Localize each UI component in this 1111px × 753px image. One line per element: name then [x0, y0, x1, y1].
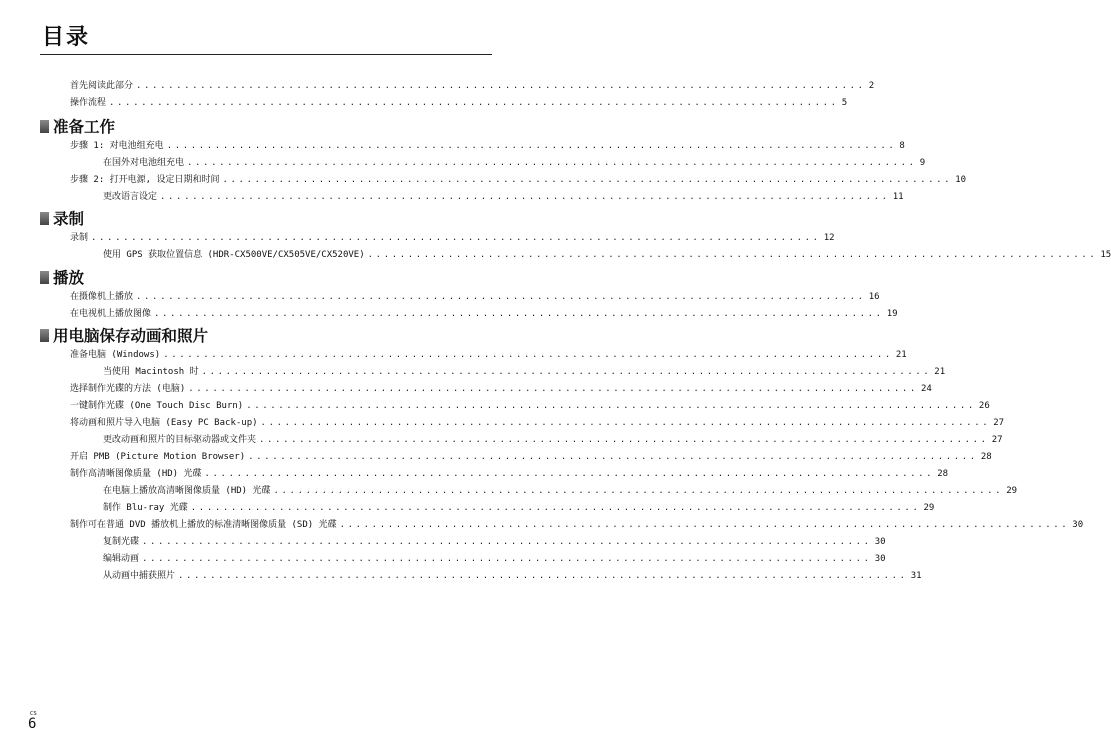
dot-leader: ........................................................................................... [201, 367, 932, 377]
section-heading [40, 325, 208, 345]
toc-entry[interactable] [70, 172, 967, 188]
dot-leader: ........................................................................................... [246, 401, 976, 411]
toc-entry-page: 30 [874, 554, 886, 564]
toc-entry-title: 选择制作光碟的方法 (电脑) [70, 384, 186, 394]
dot-leader: ........................................................................................... [163, 350, 893, 360]
toc-entry-title: 操作流程 [70, 98, 107, 108]
toc-entry-title: 制作 Blu-ray 光碟 [103, 503, 188, 513]
dot-leader: ........................................................................................... [273, 486, 1004, 496]
toc-subentry[interactable] [103, 432, 1003, 448]
toc-entry-page: 27 [993, 418, 1005, 428]
toc-entry-title: 准备电脑 (Windows) [70, 350, 161, 360]
toc-entry[interactable] [70, 381, 932, 397]
title-divider [40, 54, 492, 55]
toc-entry-title: 录制 [70, 233, 89, 243]
toc-subentry[interactable] [103, 155, 926, 171]
section-heading-text: 准备工作 [53, 118, 116, 136]
toc-entry-page: 15 [1100, 250, 1111, 260]
page-title: 目录 [42, 25, 91, 50]
toc-entry-title: 在电视机上播放图像 [70, 309, 152, 319]
toc-entry-title: 一键制作光碟 (One Touch Disc Burn) [70, 401, 244, 411]
section-marker-icon [40, 212, 49, 225]
toc-entry-page: 10 [955, 175, 967, 185]
section-heading [40, 267, 84, 287]
toc-entry-title: 在国外对电池组充电 [103, 158, 185, 168]
toc-entry[interactable] [70, 78, 875, 94]
dot-leader: ........................................................................................... [367, 250, 1098, 260]
section-heading-text: 用电脑保存动画和照片 [53, 327, 209, 345]
toc-subentry[interactable] [103, 534, 886, 550]
section-marker-icon [40, 120, 49, 133]
toc-entry[interactable] [70, 306, 898, 322]
toc-entry-title: 更改动画和照片的目标驱动器或文件夹 [103, 435, 257, 445]
dot-leader: ........................................................................................... [160, 192, 890, 202]
toc-entry-page: 2 [868, 81, 875, 91]
dot-leader: ........................................................................................... [187, 158, 917, 168]
section-heading-text: 录制 [53, 210, 85, 228]
toc-entry-page: 12 [823, 233, 835, 243]
toc-entry[interactable] [70, 398, 990, 414]
toc-entry[interactable] [70, 466, 949, 482]
toc-entry-page: 16 [868, 292, 880, 302]
dot-leader: ........................................................................................... [188, 384, 918, 394]
dot-leader: ........................................................................................... [136, 81, 866, 91]
toc-entry-title: 当使用 Macintosh 时 [103, 367, 199, 377]
toc-entry-title: 制作可在普通 DVD 播放机上播放的标准清晰图像质量 (SD) 光碟 [70, 520, 337, 530]
dot-leader: ........................................................................................... [190, 503, 921, 513]
dot-leader: ........................................................................................... [178, 571, 908, 581]
page-number: 6 [28, 716, 37, 732]
toc-entry[interactable] [70, 347, 907, 363]
section-heading [40, 116, 115, 136]
toc-entry[interactable] [70, 138, 905, 154]
dot-leader: ........................................................................................... [166, 141, 897, 151]
toc-entry-page: 30 [874, 537, 886, 547]
toc-entry-page: 19 [886, 309, 898, 319]
toc-subentry[interactable] [103, 247, 1111, 263]
toc-subentry[interactable] [103, 551, 886, 567]
toc-entry-page: 31 [910, 571, 922, 581]
toc-entry-title: 复制光碟 [103, 537, 140, 547]
toc-entry-page: 11 [892, 192, 904, 202]
dot-leader: ........................................................................................... [109, 98, 839, 108]
toc-entry-title: 在电脑上播放高清晰图像质量 (HD) 光碟 [103, 486, 271, 496]
toc-entry-page: 21 [934, 367, 946, 377]
toc-entry-title: 在摄像机上播放 [70, 292, 134, 302]
toc-subentry[interactable] [103, 568, 922, 584]
toc-entry-title: 编辑动画 [103, 554, 140, 564]
toc-subentry[interactable] [103, 364, 946, 380]
toc-entry[interactable] [70, 517, 1084, 533]
toc-subentry[interactable] [103, 189, 904, 205]
dot-leader: ........................................................................................... [136, 292, 866, 302]
toc-entry[interactable] [70, 230, 835, 246]
dot-leader: ........................................................................................... [259, 435, 989, 445]
toc-entry-title: 步骤 2: 打开电源, 设定日期和时间 [70, 175, 220, 185]
toc-entry-title: 更改语言设定 [103, 192, 158, 202]
toc-entry-page: 8 [899, 141, 905, 151]
toc-entry[interactable] [70, 289, 880, 305]
toc-entry-page: 28 [980, 452, 992, 462]
toc-entry-page: 30 [1072, 520, 1084, 530]
toc-entry-title: 将动画和照片导入电脑 (Easy PC Back-up) [70, 418, 258, 428]
toc-entry-page: 5 [841, 98, 848, 108]
section-heading-text: 播放 [53, 269, 85, 287]
language-code: CS [30, 711, 37, 717]
toc-entry-title: 首先阅读此部分 [70, 81, 134, 91]
dot-leader: ........................................................................................... [339, 520, 1070, 530]
toc-entry-page: 29 [1006, 486, 1018, 496]
toc-entry-page: 21 [895, 350, 907, 360]
toc-entry-page: 28 [937, 469, 949, 479]
toc-entry[interactable] [70, 449, 992, 465]
toc-entry-page: 27 [991, 435, 1003, 445]
toc-entry-title: 步骤 1: 对电池组充电 [70, 141, 164, 151]
section-marker-icon [40, 329, 49, 342]
toc-entry-page: 26 [978, 401, 990, 411]
toc-entry-title: 制作高清晰图像质量 (HD) 光碟 [70, 469, 202, 479]
toc-subentry[interactable] [103, 483, 1018, 499]
dot-leader: ........................................................................................... [222, 175, 953, 185]
dot-leader: ........................................................................................... [204, 469, 935, 479]
section-marker-icon [40, 271, 49, 284]
dot-leader: ........................................................................................... [91, 233, 821, 243]
section-heading [40, 208, 84, 228]
toc-entry-title: 从动画中捕获照片 [103, 571, 176, 581]
toc-subentry[interactable] [103, 500, 935, 516]
dot-leader: ........................................................................................... [260, 418, 991, 428]
toc-entry-title: 使用 GPS 获取位置信息 (HDR-CX500VE/CX505VE/CX520VE) [103, 250, 365, 260]
dot-leader: ........................................................................................... [142, 537, 872, 547]
toc-entry-page: 24 [920, 384, 932, 394]
toc-entry-page: 9 [919, 158, 926, 168]
toc-entry[interactable] [70, 95, 848, 111]
toc-entry[interactable] [70, 415, 1005, 431]
toc-entry-page: 29 [923, 503, 935, 513]
dot-leader: ........................................................................................... [248, 452, 978, 462]
toc-entry-title: 开启 PMB (Picture Motion Browser) [70, 452, 246, 462]
dot-leader: ........................................................................................... [154, 309, 884, 319]
dot-leader: ........................................................................................... [142, 554, 872, 564]
